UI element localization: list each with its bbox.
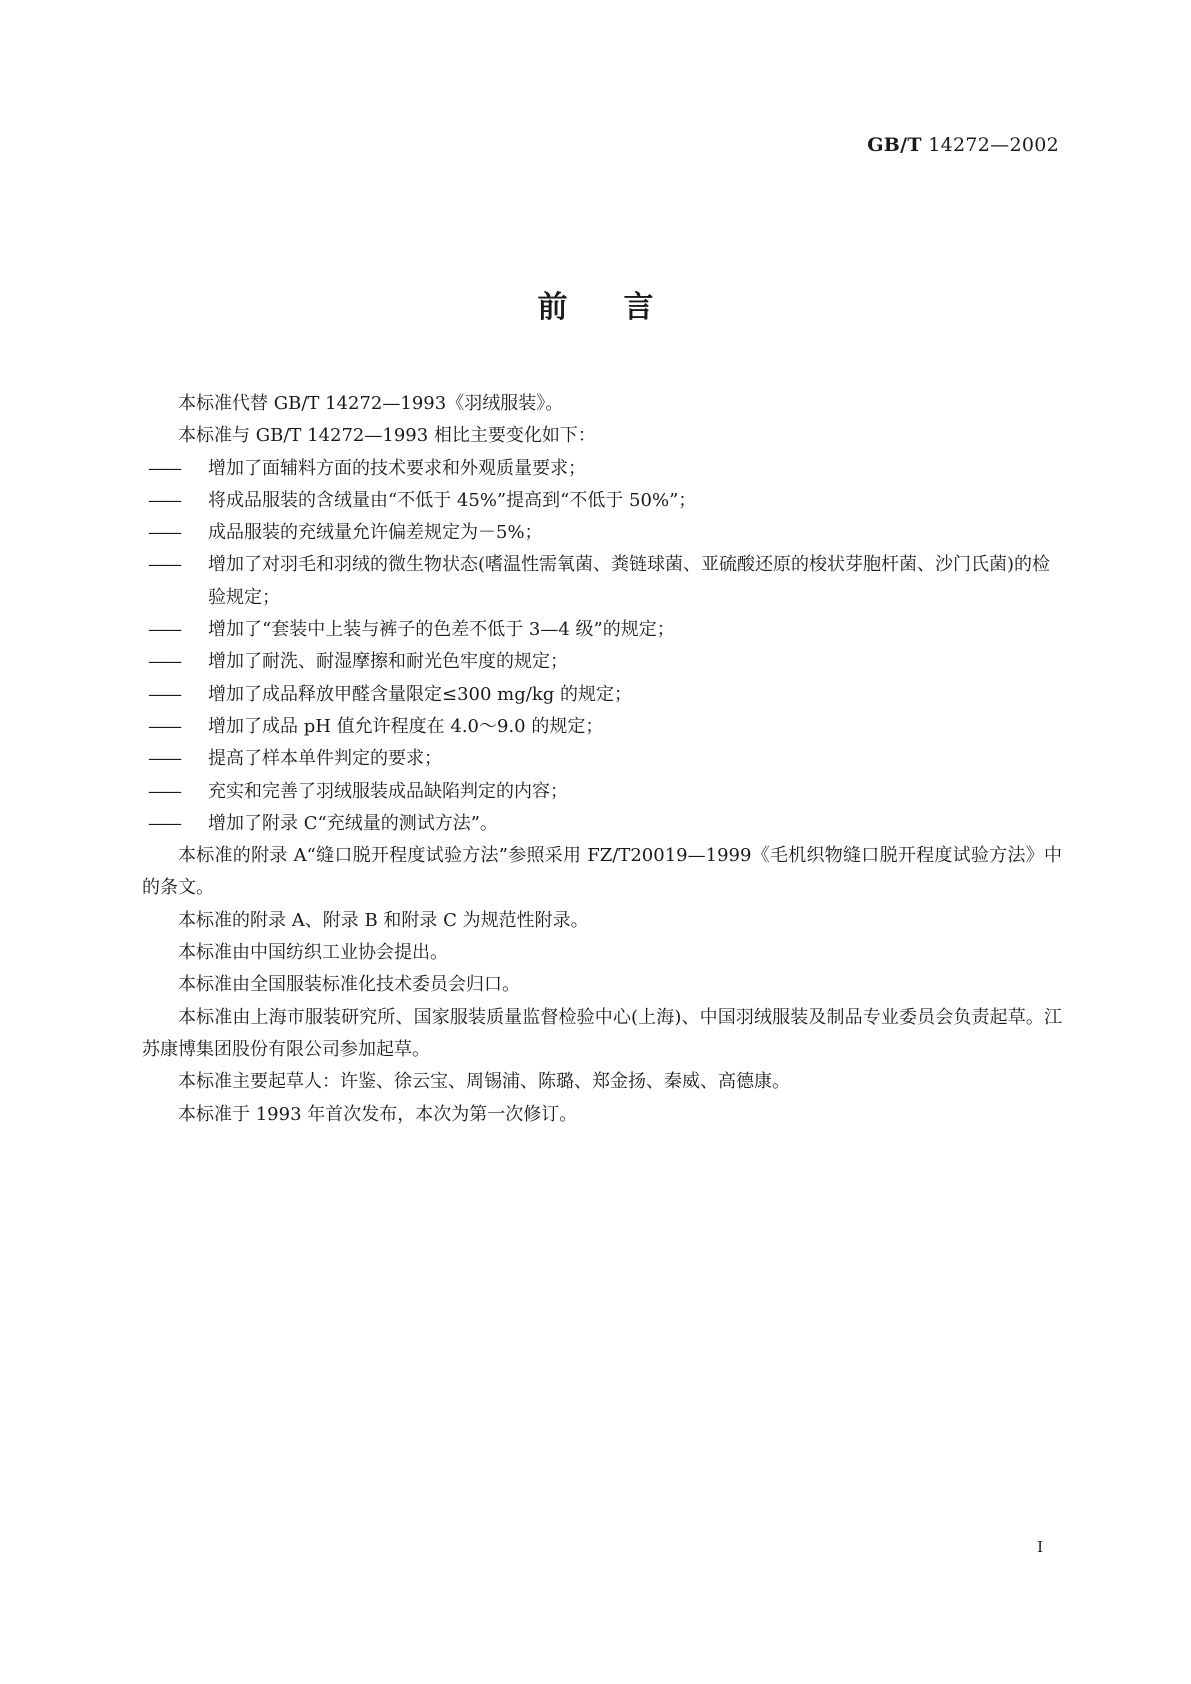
dash-marker: —— — [148, 683, 180, 705]
change-item — [142, 549, 1062, 614]
paragraph-replacement: 本标准代替 GB/T 14272—1993《羽绒服装》。 — [178, 393, 564, 414]
dash-marker: —— — [148, 780, 180, 802]
change-text: 增加了“套装中上装与裤子的色差不低于 3—4 级”的规定； — [208, 619, 675, 641]
paragraph-administered-by: 本标准由全国服装标准化技术委员会归口。 — [178, 974, 520, 996]
paragraph-annex-reference: 本标准的附录 A“缝口脱开程度试验方法”参照采用 FZ/T20019—1999《毛机织物缝口脱开程度试验方法》中的条文。 — [142, 845, 1062, 899]
change-text: 增加了成品 pH 值允许程度在 4.0～9.0 的规定； — [208, 715, 604, 737]
dash-marker: —— — [148, 554, 180, 576]
paragraph-revision-history: 本标准于 1993 年首次发布，本次为第一次修订。 — [178, 1103, 578, 1125]
paragraph-proposed-by: 本标准由中国纺织工业协会提出。 — [178, 942, 448, 964]
change-text: 提高了样本单件判定的要求； — [208, 748, 442, 770]
paragraph-drafting-units: 本标准由上海市服装研究所、国家服装质量监督检验中心(上海)、中国羽绒服装及制品专业委员会负责起草。江苏康博集团股份有限公司参加起草。 — [142, 1006, 1062, 1060]
change-item — [142, 485, 1062, 517]
document-body — [142, 388, 1062, 1131]
title-char-1: 前 — [537, 290, 568, 325]
standard-code — [867, 134, 1059, 156]
change-text: 增加了成品释放甲醛含量限定≤300 mg/kg 的规定； — [208, 683, 632, 705]
change-text: 充实和完善了羽绒服装成品缺陷判定的内容； — [208, 780, 568, 802]
standard-code-number: 14272—2002 — [921, 134, 1059, 156]
dash-marker: —— — [148, 748, 180, 770]
dash-marker: —— — [148, 715, 180, 737]
standard-code-prefix: GB/T — [867, 134, 922, 156]
title-char-2: 言 — [623, 290, 654, 325]
change-item — [142, 646, 1062, 678]
page-number: I — [1037, 1538, 1043, 1556]
change-text: 增加了对羽毛和羽绒的微生物状态(嗜温性需氧菌、粪链球菌、亚硫酸还原的梭状芽胞杆菌、沙门氏菌)的检验规定； — [208, 554, 1051, 608]
dash-marker: —— — [148, 522, 180, 544]
change-item — [142, 711, 1062, 743]
dash-marker: —— — [148, 651, 180, 673]
paragraph-changes-intro: 本标准与 GB/T 14272—1993 相比主要变化如下： — [178, 425, 596, 447]
change-item — [142, 453, 1062, 485]
dash-marker: —— — [148, 619, 180, 641]
change-text: 成品服装的充绒量允许偏差规定为－5%； — [208, 522, 543, 544]
change-item — [142, 679, 1062, 711]
change-item — [142, 808, 1062, 840]
dash-marker: —— — [148, 812, 180, 834]
page-title — [0, 282, 1191, 326]
dash-marker: —— — [148, 457, 180, 479]
change-text: 增加了耐洗、耐湿摩擦和耐光色牢度的规定； — [208, 651, 568, 673]
change-text: 将成品服装的含绒量由“不低于 45%”提高到“不低于 50%”； — [208, 489, 697, 511]
change-item — [142, 517, 1062, 549]
change-text: 增加了附录 C“充绒量的测试方法”。 — [208, 812, 498, 834]
change-item — [142, 743, 1062, 775]
dash-marker: —— — [148, 489, 180, 511]
change-item — [142, 614, 1062, 646]
paragraph-normative-annexes: 本标准的附录 A、附录 B 和附录 C 为规范性附录。 — [178, 909, 589, 931]
paragraph-drafters: 本标准主要起草人：许鉴、徐云宝、周锡浦、陈璐、郑金扬、秦威、高德康。 — [178, 1071, 790, 1093]
change-item — [142, 776, 1062, 808]
change-text: 增加了面辅料方面的技术要求和外观质量要求； — [208, 457, 586, 479]
